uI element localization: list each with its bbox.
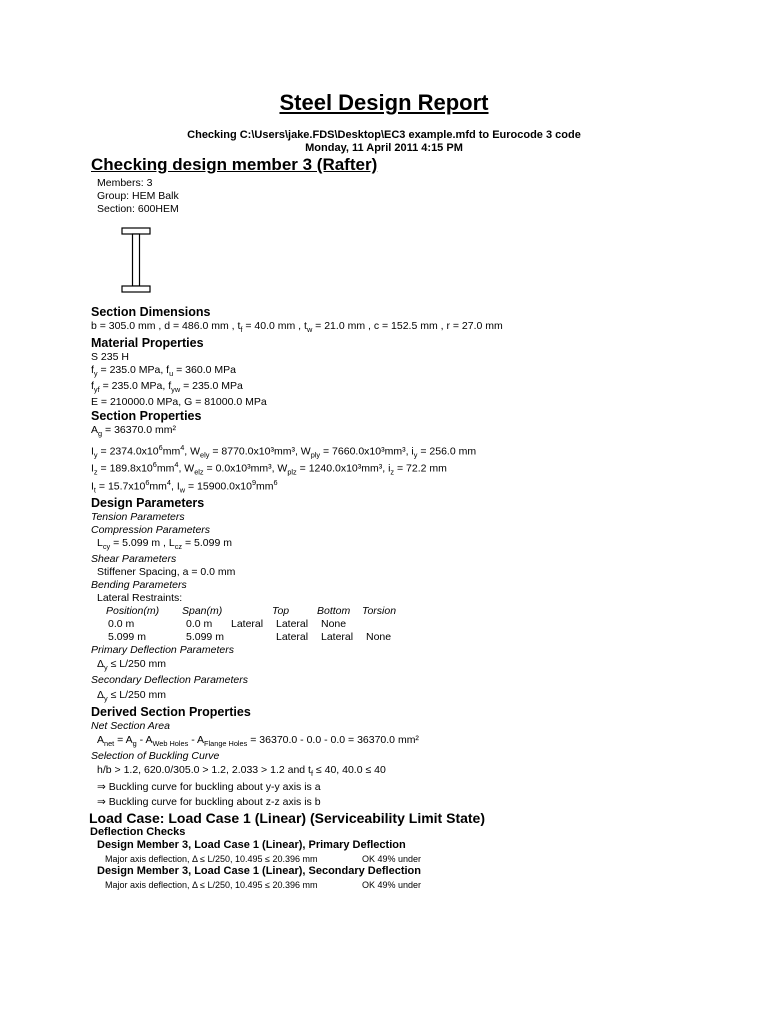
section-iy: $I_y = 2374.0x10^6mm^4$, $W_{ely} = 8770.0x10^3mm^3$, $W_{ply} = 7660.0x10^3mm^3$, $i_y = 256.0$ mm bbox=[91, 443, 477, 460]
bending-parameters: Bending Parameters bbox=[91, 579, 187, 591]
design-parameters-heading: Design Parameters bbox=[91, 496, 205, 510]
material-fy-fu: $f_y = 235.0$ MPa, $f_u = 360.0$ MPa bbox=[91, 364, 236, 379]
restraint-row-1-position: 0.0 m bbox=[108, 618, 135, 630]
section-dimensions-heading: Section Dimensions bbox=[91, 305, 211, 319]
anet-equation: $A_{net} = A_g - A_{Web Holes} - A_{Flange Holes} = 36370.0 - 0.0 - 0.0 = 36370.0$ mm² bbox=[97, 734, 419, 749]
buckling-curve-y: ⇒ Buckling curve for buckling about y-y axis is a bbox=[97, 781, 321, 793]
tension-parameters: Tension Parameters bbox=[91, 511, 185, 523]
derived-heading: Derived Section Properties bbox=[91, 705, 251, 719]
secondary-deflection-parameters: Secondary Deflection Parameters bbox=[91, 674, 248, 686]
primary-check-status: OK 49% under bbox=[362, 854, 422, 864]
secondary-deflection-limit: $\Delta_y \le L/250$ mm bbox=[97, 689, 166, 704]
section-it: $I_t = 15.7x10^6mm^4$, $I_w = 15900.0x10^9mm^6$ bbox=[91, 478, 278, 495]
restraint-header-bottom: Bottom bbox=[317, 605, 351, 617]
deflection-checks-heading: Deflection Checks bbox=[90, 826, 186, 838]
restraint-row-2-span: 5.099 m bbox=[186, 631, 224, 643]
restraint-header-position: Position(m) bbox=[106, 605, 160, 617]
material-heading: Material Properties bbox=[91, 336, 204, 350]
buckling-curve-selection: Selection of Buckling Curve bbox=[91, 750, 220, 762]
lateral-restraints: Lateral Restraints: bbox=[97, 592, 183, 604]
primary-deflection-parameters: Primary Deflection Parameters bbox=[91, 644, 234, 656]
hb-condition: h/b > 1.2, 620.0/305.0 > 1.2, 2.033 > 1.2 and $t_f \le 40$, 40.0 ≤ 40 bbox=[97, 764, 386, 779]
restraint-row-2-position: 5.099 m bbox=[108, 631, 146, 643]
effective-lengths: $L_{cy} = 5.099$ m , $L_{cz} = 5.099$ m bbox=[97, 537, 232, 552]
section-properties-heading: Section Properties bbox=[91, 409, 202, 423]
checking-line: Checking C:\Users\jake.FDS\Desktop\EC3 example.mfd to Eurocode 3 code bbox=[187, 129, 581, 141]
restraint-row-2-bottom: Lateral bbox=[321, 631, 354, 643]
load-case-heading: Load Case: Load Case 1 (Linear) (Serviceability Limit State) bbox=[89, 810, 485, 826]
restraint-header-top: Top bbox=[272, 605, 290, 617]
secondary-check-detail: Major axis deflection, Δ ≤ L/250, 10.495 ≤ 20.396 mm bbox=[105, 880, 318, 890]
secondary-check-status: OK 49% under bbox=[362, 880, 422, 890]
net-section-area: Net Section Area bbox=[91, 720, 170, 732]
compression-parameters: Compression Parameters bbox=[91, 524, 211, 536]
material-e-g: E = 210000.0 MPa, G = 81000.0 MPa bbox=[91, 396, 267, 408]
material-fyf-fyw: $f_{yf} = 235.0$ MPa, $f_{yw} = 235.0$ MPa bbox=[91, 380, 243, 395]
member-heading: Checking design member 3 (Rafter) bbox=[91, 155, 378, 174]
restraint-row-1-torsion: None bbox=[321, 618, 347, 630]
date-line: Monday, 11 April 2011 4:15 PM bbox=[305, 142, 463, 154]
material-grade: S 235 H bbox=[91, 351, 129, 363]
restraint-header-torsion: Torsion bbox=[362, 605, 397, 617]
primary-check-title: Design Member 3, Load Case 1 (Linear), Primary Deflection bbox=[97, 839, 406, 851]
primary-deflection-limit: $\Delta_y \le L/250$ mm bbox=[97, 658, 166, 673]
i-section-drawing bbox=[120, 226, 152, 294]
secondary-check-title: Design Member 3, Load Case 1 (Linear), Secondary Deflection bbox=[97, 865, 421, 877]
report-title: Steel Design Report bbox=[279, 90, 489, 115]
group-line: Group: HEM Balk bbox=[97, 190, 179, 202]
restraint-row-1-span: 0.0 m bbox=[186, 618, 213, 630]
restraint-header-span: Span(m) bbox=[182, 605, 223, 617]
restraint-row-1-bottom: Lateral bbox=[276, 618, 309, 630]
restraint-row-2-top: Lateral bbox=[276, 631, 309, 643]
restraint-row-1-top: Lateral bbox=[231, 618, 264, 630]
section-dimensions-line: b = 305.0 mm , d = 486.0 mm , $t_f = 40.0$ mm , $t_w = 21.0$ mm , c = 152.5 mm , r = 27.0 mm bbox=[91, 320, 503, 335]
restraint-table bbox=[0, 605, 768, 645]
restraint-row-2-torsion: None bbox=[366, 631, 392, 643]
buckling-curve-z: ⇒ Buckling curve for buckling about z-z axis is b bbox=[97, 796, 321, 808]
section-line: Section: 600HEM bbox=[97, 203, 179, 215]
primary-check-detail: Major axis deflection, Δ ≤ L/250, 10.495 ≤ 20.396 mm bbox=[105, 854, 318, 864]
section-ag: $A_g = 36370.0$ mm² bbox=[91, 424, 176, 439]
stiffener-spacing: Stiffener Spacing, a = 0.0 mm bbox=[97, 566, 236, 578]
shear-parameters: Shear Parameters bbox=[91, 553, 177, 565]
section-iz: $I_z = 189.8x10^6mm^4$, $W_{elz} = 0.0x10^3mm^3$, $W_{plz} = 1240.0x10^3mm^3$, $i_z = 72.2$ mm bbox=[91, 460, 447, 477]
members-line: Members: 3 bbox=[97, 177, 153, 189]
